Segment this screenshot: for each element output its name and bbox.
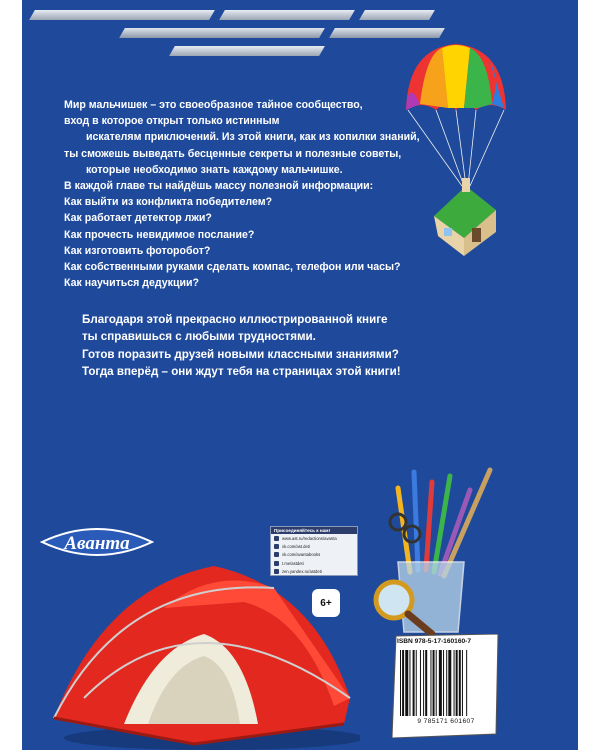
promo-line: Тогда вперёд – они ждут тебя на страницах этой книги! xyxy=(82,365,401,379)
intro-line: вход в которое открыт только истинным xyxy=(64,115,280,128)
barcode-bar xyxy=(400,650,401,716)
barcode-bar xyxy=(459,650,461,716)
back-cover xyxy=(22,0,578,750)
promo-line: ты справишься с любыми трудностями. xyxy=(82,330,316,344)
isbn-number: ISBN 978-5-17-160160-7 xyxy=(397,638,472,645)
barcode-bar xyxy=(454,650,455,716)
intro-question: Как собственными руками сделать компас, телефон или часы? xyxy=(64,261,401,274)
intro-line: Мир мальчишек – это своеобразное тайное сообщество, xyxy=(64,99,363,111)
promo-line: Благодаря этой прекрасно иллюстрированной книге xyxy=(82,313,388,326)
barcode-bar xyxy=(425,650,427,716)
intro-line: ты сможешь выведать бесценные секреты и полезные советы, xyxy=(64,147,402,160)
barcode-bar xyxy=(413,650,415,716)
barcode-bar xyxy=(430,650,431,716)
vk-icon xyxy=(274,544,279,549)
social-link-text: www.ast.ru/redactions/avanta xyxy=(282,535,337,541)
telegram-icon xyxy=(274,561,279,566)
promo-text xyxy=(82,311,552,381)
barcode xyxy=(398,650,494,718)
barcode-bar xyxy=(433,650,435,716)
intro-question: Как работает детектор лжи? xyxy=(64,212,212,225)
barcode-bar xyxy=(402,650,404,716)
publisher-logo-text: Аванта xyxy=(64,533,130,554)
intro-question: Как прочесть невидимое послание? xyxy=(64,228,255,241)
barcode-bar xyxy=(456,650,458,716)
zen-icon xyxy=(274,569,279,574)
age-rating-badge: 6+ xyxy=(312,589,340,617)
barcode-bar xyxy=(436,650,437,716)
barcode-bar xyxy=(405,650,408,716)
intro-text xyxy=(64,97,444,291)
barcode-bar xyxy=(420,650,421,716)
intro-question: Как изготовить фоторобот? xyxy=(64,244,211,257)
vk-icon xyxy=(274,552,279,557)
barcode-number: 9 785171 601607 xyxy=(417,718,475,725)
intro-line: В каждой главе ты найдёшь массу полезной информации: xyxy=(64,180,374,193)
barcode-bar xyxy=(443,650,444,716)
barcode-bar xyxy=(439,650,442,716)
barcode-bar xyxy=(446,650,447,716)
intro-question: Как научиться дедукции? xyxy=(64,277,199,290)
barcode-bar xyxy=(416,650,417,716)
barcode-bar xyxy=(466,650,467,716)
social-header: Присоединяйтесь к нам! xyxy=(271,527,357,534)
tent-illustration xyxy=(44,548,360,750)
social-link-text: zen.yandex.ru/astdeti xyxy=(282,568,322,574)
barcode-bar xyxy=(423,650,424,716)
intro-question: Как выйти из конфликта победителем? xyxy=(64,196,273,209)
intro-line: которые необходимо знать каждому мальчишке. xyxy=(86,163,343,176)
web-icon xyxy=(274,536,279,541)
social-link-text: t.me/astdeti xyxy=(282,560,304,566)
barcode-bar xyxy=(448,650,451,716)
promo-line: Готов поразить друзей новыми классными знаниями? xyxy=(82,347,399,361)
pencil-cup-illustration xyxy=(340,462,510,642)
barcode-bar xyxy=(409,650,410,716)
barcode-bar xyxy=(462,650,463,716)
intro-line: искателям приключений. Из этой книги, как из копилки знаний, xyxy=(86,131,420,144)
social-link-text: vk.com/ast.deti xyxy=(282,543,310,549)
social-link-text: vk.com/avantabooks xyxy=(282,552,321,558)
